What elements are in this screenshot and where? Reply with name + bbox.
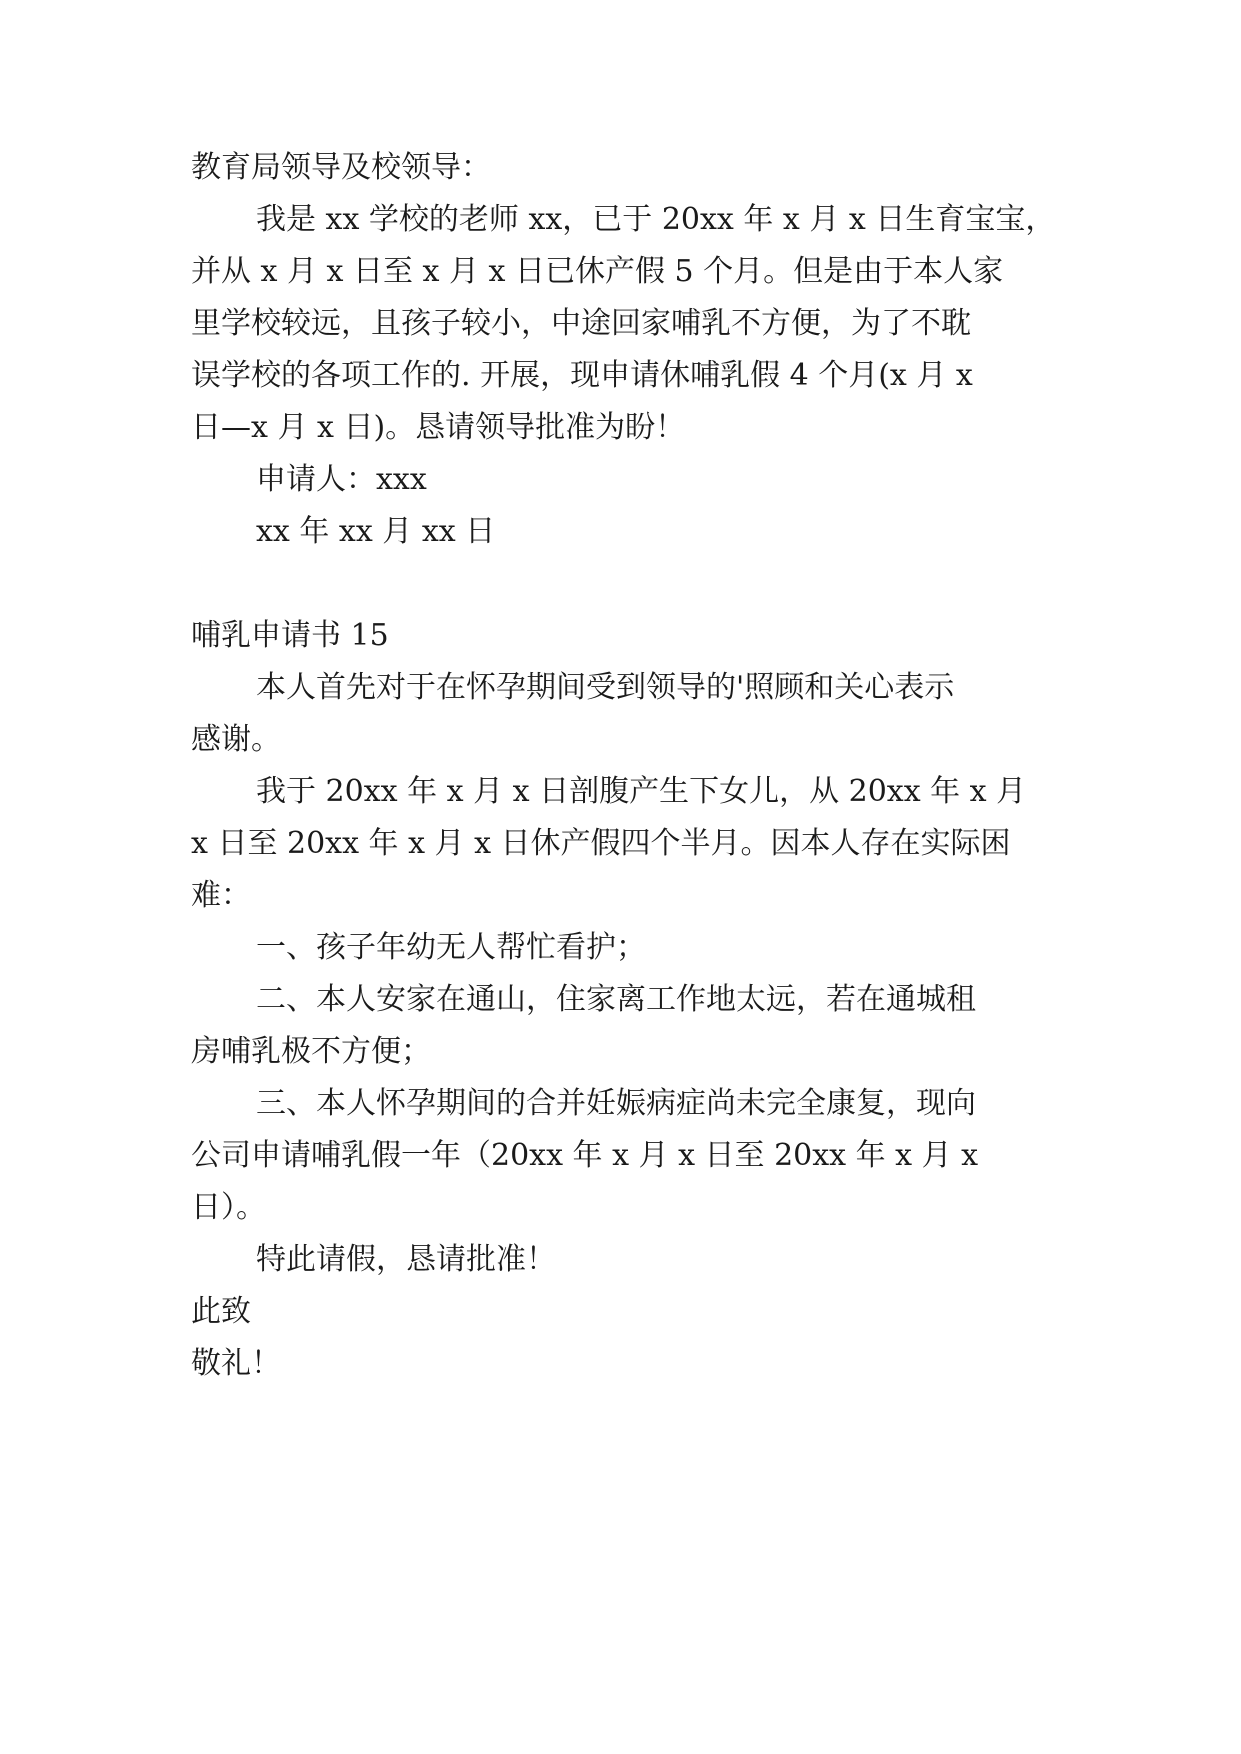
body-line: 日—x 月 x 日)。恳请领导批准为盼！ <box>191 410 686 445</box>
closing-line: 敬礼！ <box>191 1346 281 1381</box>
body-line: 感谢。 <box>191 722 281 757</box>
list-item: 日）。 <box>191 1190 266 1225</box>
date: xx 年 xx 月 xx 日 <box>256 514 496 549</box>
body-line: 并从 x 月 x 日至 x 月 x 日已休产假 5 个月。但是由于本人家 <box>191 254 1004 289</box>
salutation: 教育局领导及校领导： <box>191 150 491 185</box>
body-line: 我是 xx 学校的老师 xx，已于 20xx 年 x 月 x 日生育宝宝， <box>256 202 1056 237</box>
body-line: x 日至 20xx 年 x 月 x 日休产假四个半月。因本人存在实际困 <box>191 826 1011 861</box>
body-line: 误学校的各项工作的. 开展，现申请休哺乳假 4 个月(x 月 x <box>191 358 973 393</box>
list-item: 公司申请哺乳假一年（20xx 年 x 月 x 日至 20xx 年 x 月 x <box>191 1138 979 1173</box>
list-item: 房哺乳极不方便； <box>191 1034 431 1069</box>
list-item: 二、本人安家在通山，住家离工作地太远，若在通城租 <box>256 982 976 1017</box>
applicant: 申请人：xxx <box>256 462 427 497</box>
body-line: 本人首先对于在怀孕期间受到领导的'照顾和关心表示 <box>256 670 955 705</box>
body-line: 我于 20xx 年 x 月 x 日剖腹产生下女儿，从 20xx 年 x 月 <box>256 774 1027 809</box>
body-line: 里学校较远，且孩子较小，中途回家哺乳不方便，为了不耽 <box>191 306 971 341</box>
list-item: 三、本人怀孕期间的合并妊娠病症尚未完全康复，现向 <box>256 1086 976 1121</box>
section-title: 哺乳申请书 15 <box>191 618 389 653</box>
list-item: 一、孩子年幼无人帮忙看护； <box>256 930 646 965</box>
body-line: 难： <box>191 878 251 913</box>
request-line: 特此请假，恳请批准！ <box>256 1242 556 1277</box>
closing-line: 此致 <box>191 1294 251 1329</box>
